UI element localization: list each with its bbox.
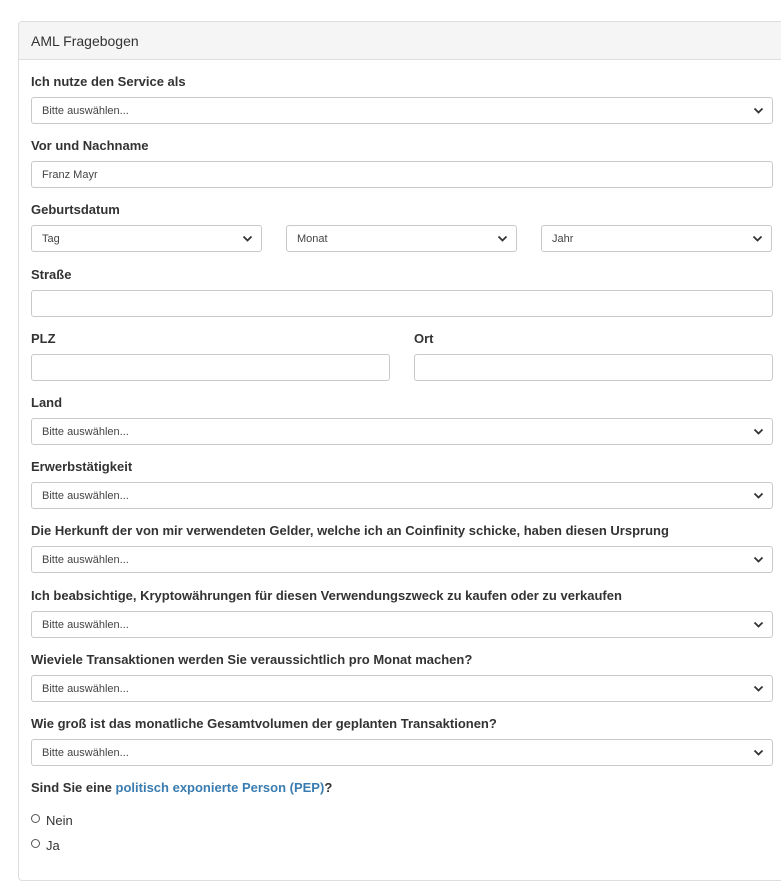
chevron-down-icon (753, 105, 764, 116)
pep-info-link[interactable]: politisch exponierte Person (PEP) (115, 780, 325, 795)
zip-input[interactable] (31, 354, 390, 381)
street-label: Straße (31, 267, 72, 282)
service-select[interactable] (31, 97, 773, 124)
birth-year-select[interactable] (541, 225, 772, 252)
country-select[interactable] (31, 418, 773, 445)
purpose-select[interactable] (31, 611, 773, 638)
birth-year-value: Jahr (552, 233, 574, 245)
country-label: Land (31, 395, 63, 410)
zip-label: PLZ (31, 331, 56, 346)
name-input[interactable] (31, 161, 773, 188)
employment-select[interactable] (31, 482, 773, 509)
transactions-label: Wieviele Transaktionen werden Sie veraussichtlich pro Monat machen? (31, 652, 473, 667)
employment-select-value: Bitte auswählen... (42, 490, 129, 502)
birth-day-value: Tag (42, 233, 60, 245)
funds-origin-select-value: Bitte auswählen... (42, 554, 129, 566)
chevron-down-icon (497, 233, 508, 244)
chevron-down-icon (753, 683, 764, 694)
city-input[interactable] (414, 354, 773, 381)
service-label: Ich nutze den Service als (31, 74, 186, 89)
panel-title: AML Fragebogen (19, 22, 781, 60)
country-select-value: Bitte auswählen... (42, 426, 129, 438)
pep-option-yes[interactable] (31, 838, 60, 853)
name-label: Vor und Nachname (31, 138, 149, 153)
pep-label-prefix: Sind Sie eine (31, 780, 116, 795)
pep-label (31, 780, 332, 795)
purpose-label: Ich beabsichtige, Kryptowährungen für diesen Verwendungszweck zu kaufen oder zu verkaufen (31, 588, 622, 603)
transactions-select-value: Bitte auswählen... (42, 683, 129, 695)
chevron-down-icon (753, 426, 764, 437)
volume-label: Wie groß ist das monatliche Gesamtvolumen der geplanten Transaktionen? (31, 716, 497, 731)
radio-no[interactable] (31, 814, 40, 823)
pep-label-suffix: ? (324, 780, 333, 795)
radio-yes[interactable] (31, 839, 40, 848)
chevron-down-icon (753, 747, 764, 758)
chevron-down-icon (242, 233, 253, 244)
volume-select-value: Bitte auswählen... (42, 747, 129, 759)
birthdate-label: Geburtsdatum (31, 202, 120, 217)
transactions-select[interactable] (31, 675, 773, 702)
pep-option-yes-label: Ja (46, 838, 60, 853)
chevron-down-icon (753, 490, 764, 501)
employment-label: Erwerbstätigkeit (31, 459, 133, 474)
funds-origin-label: Die Herkunft der von mir verwendeten Gelder, welche ich an Coinfinity schicke, haben diesen Ursprung (31, 523, 669, 538)
chevron-down-icon (753, 554, 764, 565)
service-select-value: Bitte auswählen... (42, 105, 129, 117)
birth-day-select[interactable] (31, 225, 262, 252)
birth-month-value: Monat (297, 233, 328, 245)
volume-select[interactable] (31, 739, 773, 766)
purpose-select-value: Bitte auswählen... (42, 619, 129, 631)
street-input[interactable] (31, 290, 773, 317)
city-label: Ort (414, 331, 434, 346)
chevron-down-icon (753, 619, 764, 630)
pep-option-no-label: Nein (46, 813, 73, 828)
chevron-down-icon (752, 233, 763, 244)
pep-option-no[interactable] (31, 813, 73, 828)
name-input-value: Franz Mayr (42, 169, 98, 181)
funds-origin-select[interactable] (31, 546, 773, 573)
birth-month-select[interactable] (286, 225, 517, 252)
